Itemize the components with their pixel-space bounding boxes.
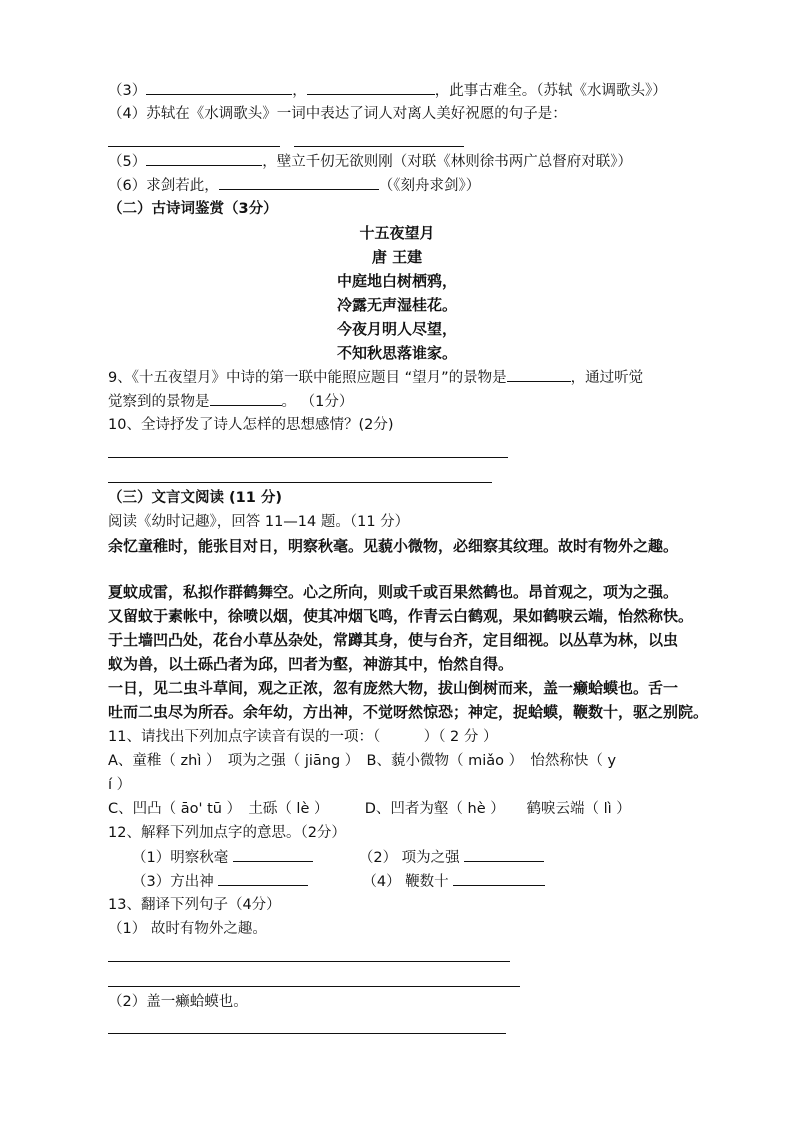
passage-paragraph: 余忆童稚时，能张目对日，明察秋毫。见藐小微物，必细察其纹理。故时有物外之趣。	[108, 537, 679, 555]
q6-line	[108, 175, 480, 196]
q3-tail: ，此事古难全。（苏轼《水调歌头》）	[434, 83, 667, 99]
q5-line	[108, 151, 632, 172]
passage-paragraph: 夏蚊成雷，私拟作群鹤舞空。心之所向，则或千或百果然鹤也。昂首观之，项为之强。	[108, 583, 679, 601]
q12-row1	[132, 847, 544, 868]
q12-stem: 12、解释下列加点字的意思。（2分）	[108, 825, 346, 841]
answer-line[interactable]	[108, 961, 510, 962]
q9-text: 。 （1分）	[281, 394, 354, 410]
q13-sentence: （2）盖一癞蛤蟆也。	[108, 994, 248, 1010]
q12-row2	[132, 871, 545, 892]
q12-item: （4） 鞭数十	[362, 874, 449, 890]
passage-paragraph: 吐而二虫尽为所吞。余年幼，方出神，不觉呀然惊恐；神定，捉蛤蟆，鞭数十，驱之别院。	[108, 703, 709, 721]
q12-item: （1）明察秋毫	[132, 850, 229, 866]
poem-author: 唐 王建	[371, 248, 423, 266]
q12-item: （3）方出神	[132, 874, 214, 890]
q6-label: （6）求剑若此，	[108, 178, 219, 194]
q11-options-a-b: A、童稚（ zhì ） 项为之强（ jiāng ） B、藐小微物（ miǎo ） 怡然称快（ y	[108, 753, 617, 769]
answer-blank[interactable]	[453, 871, 545, 886]
answer-line[interactable]	[108, 1033, 506, 1034]
section-title-poetry: （二）古诗词鉴赏（3分）	[108, 201, 278, 217]
answer-line[interactable]	[108, 482, 492, 483]
reading-intro: 阅读《幼时记趣》，回答 11—14 题。（11 分）	[108, 514, 410, 530]
answer-line[interactable]	[294, 146, 464, 147]
answer-blank[interactable]	[210, 391, 282, 406]
q3-sep: ，	[292, 83, 307, 99]
q5-label: （5）	[108, 154, 147, 170]
section-title-classical: （三）文言文阅读 (11 分)	[108, 490, 283, 506]
q13-stem: 13、翻译下列句子（4分）	[108, 897, 281, 913]
q11-options-c-d: C、凹凸（ āo' tū ） 土砾（ lè ） D、凹者为壑（ hè ） 鹤唳云端（ lì ）	[108, 801, 631, 817]
answer-blank[interactable]	[146, 80, 292, 95]
q9-line1	[108, 367, 643, 388]
answer-line[interactable]	[108, 986, 520, 987]
q12-item: （2） 项为之强	[358, 850, 460, 866]
answer-line[interactable]	[108, 457, 508, 458]
poem-line: 今夜月明人尽望，	[336, 320, 457, 338]
answer-blank[interactable]	[464, 847, 544, 862]
q11-options-a-b-cont: í ）	[108, 777, 132, 793]
q13-sentence: （1） 故时有物外之趣。	[108, 921, 267, 937]
answer-blank[interactable]	[146, 151, 262, 166]
answer-blank[interactable]	[218, 871, 308, 886]
q3-line	[108, 80, 667, 101]
q9-text: 觉察到的景物是	[108, 394, 210, 410]
passage-paragraph: 于土墙凹凸处，花台小草丛杂处，常蹲其身，使与台齐，定目细视。以丛草为林，以虫	[108, 631, 679, 649]
passage-paragraph: 一日，见二虫斗草间，观之正浓，忽有庞然大物，拔山倒树而来，盖一癞蛤蟆也。舌一	[108, 679, 679, 697]
poem-line: 冷露无声湿桂花。	[336, 296, 457, 314]
q9-text: 9、《十五夜望月》中诗的第一联中能照应题目 “望月”的景物是	[108, 370, 507, 386]
q10-text: 10、全诗抒发了诗人怎样的思想感情？(2分)	[108, 417, 394, 433]
answer-blank[interactable]	[233, 847, 313, 862]
q11-stem: 11、请找出下列加点字读音有误的一项：（ ）（ 2 分 ）	[108, 729, 498, 745]
q9-line2	[108, 391, 353, 412]
poem-line: 不知秋思落谁家。	[336, 344, 457, 362]
q6-tail: （《刻舟求剑》）	[378, 178, 481, 194]
poem-title: 十五夜望月	[359, 224, 435, 242]
poem-line: 中庭地白树栖鸦，	[336, 272, 457, 290]
answer-blank[interactable]	[307, 80, 435, 95]
passage-paragraph: 又留蚊于素帐中，徐喷以烟，使其冲烟飞鸣，作青云白鹤观，果如鹤唳云端，怡然称快。	[108, 607, 694, 625]
passage-paragraph: 蚁为兽，以土砾凸者为邱，凹者为壑，神游其中，怡然自得。	[108, 655, 514, 673]
q9-text: ，通过听觉	[570, 370, 644, 386]
q3-label: （3）	[108, 83, 147, 99]
answer-line[interactable]	[108, 146, 280, 147]
answer-blank[interactable]	[219, 175, 379, 190]
answer-blank[interactable]	[507, 367, 571, 382]
q4-text: （4）苏轼在《水调歌头》一词中表达了词人对离人美好祝愿的句子是：	[108, 106, 567, 122]
q5-tail: ，壁立千仞无欲则刚（对联《林则徐书两广总督府对联》）	[262, 154, 632, 170]
